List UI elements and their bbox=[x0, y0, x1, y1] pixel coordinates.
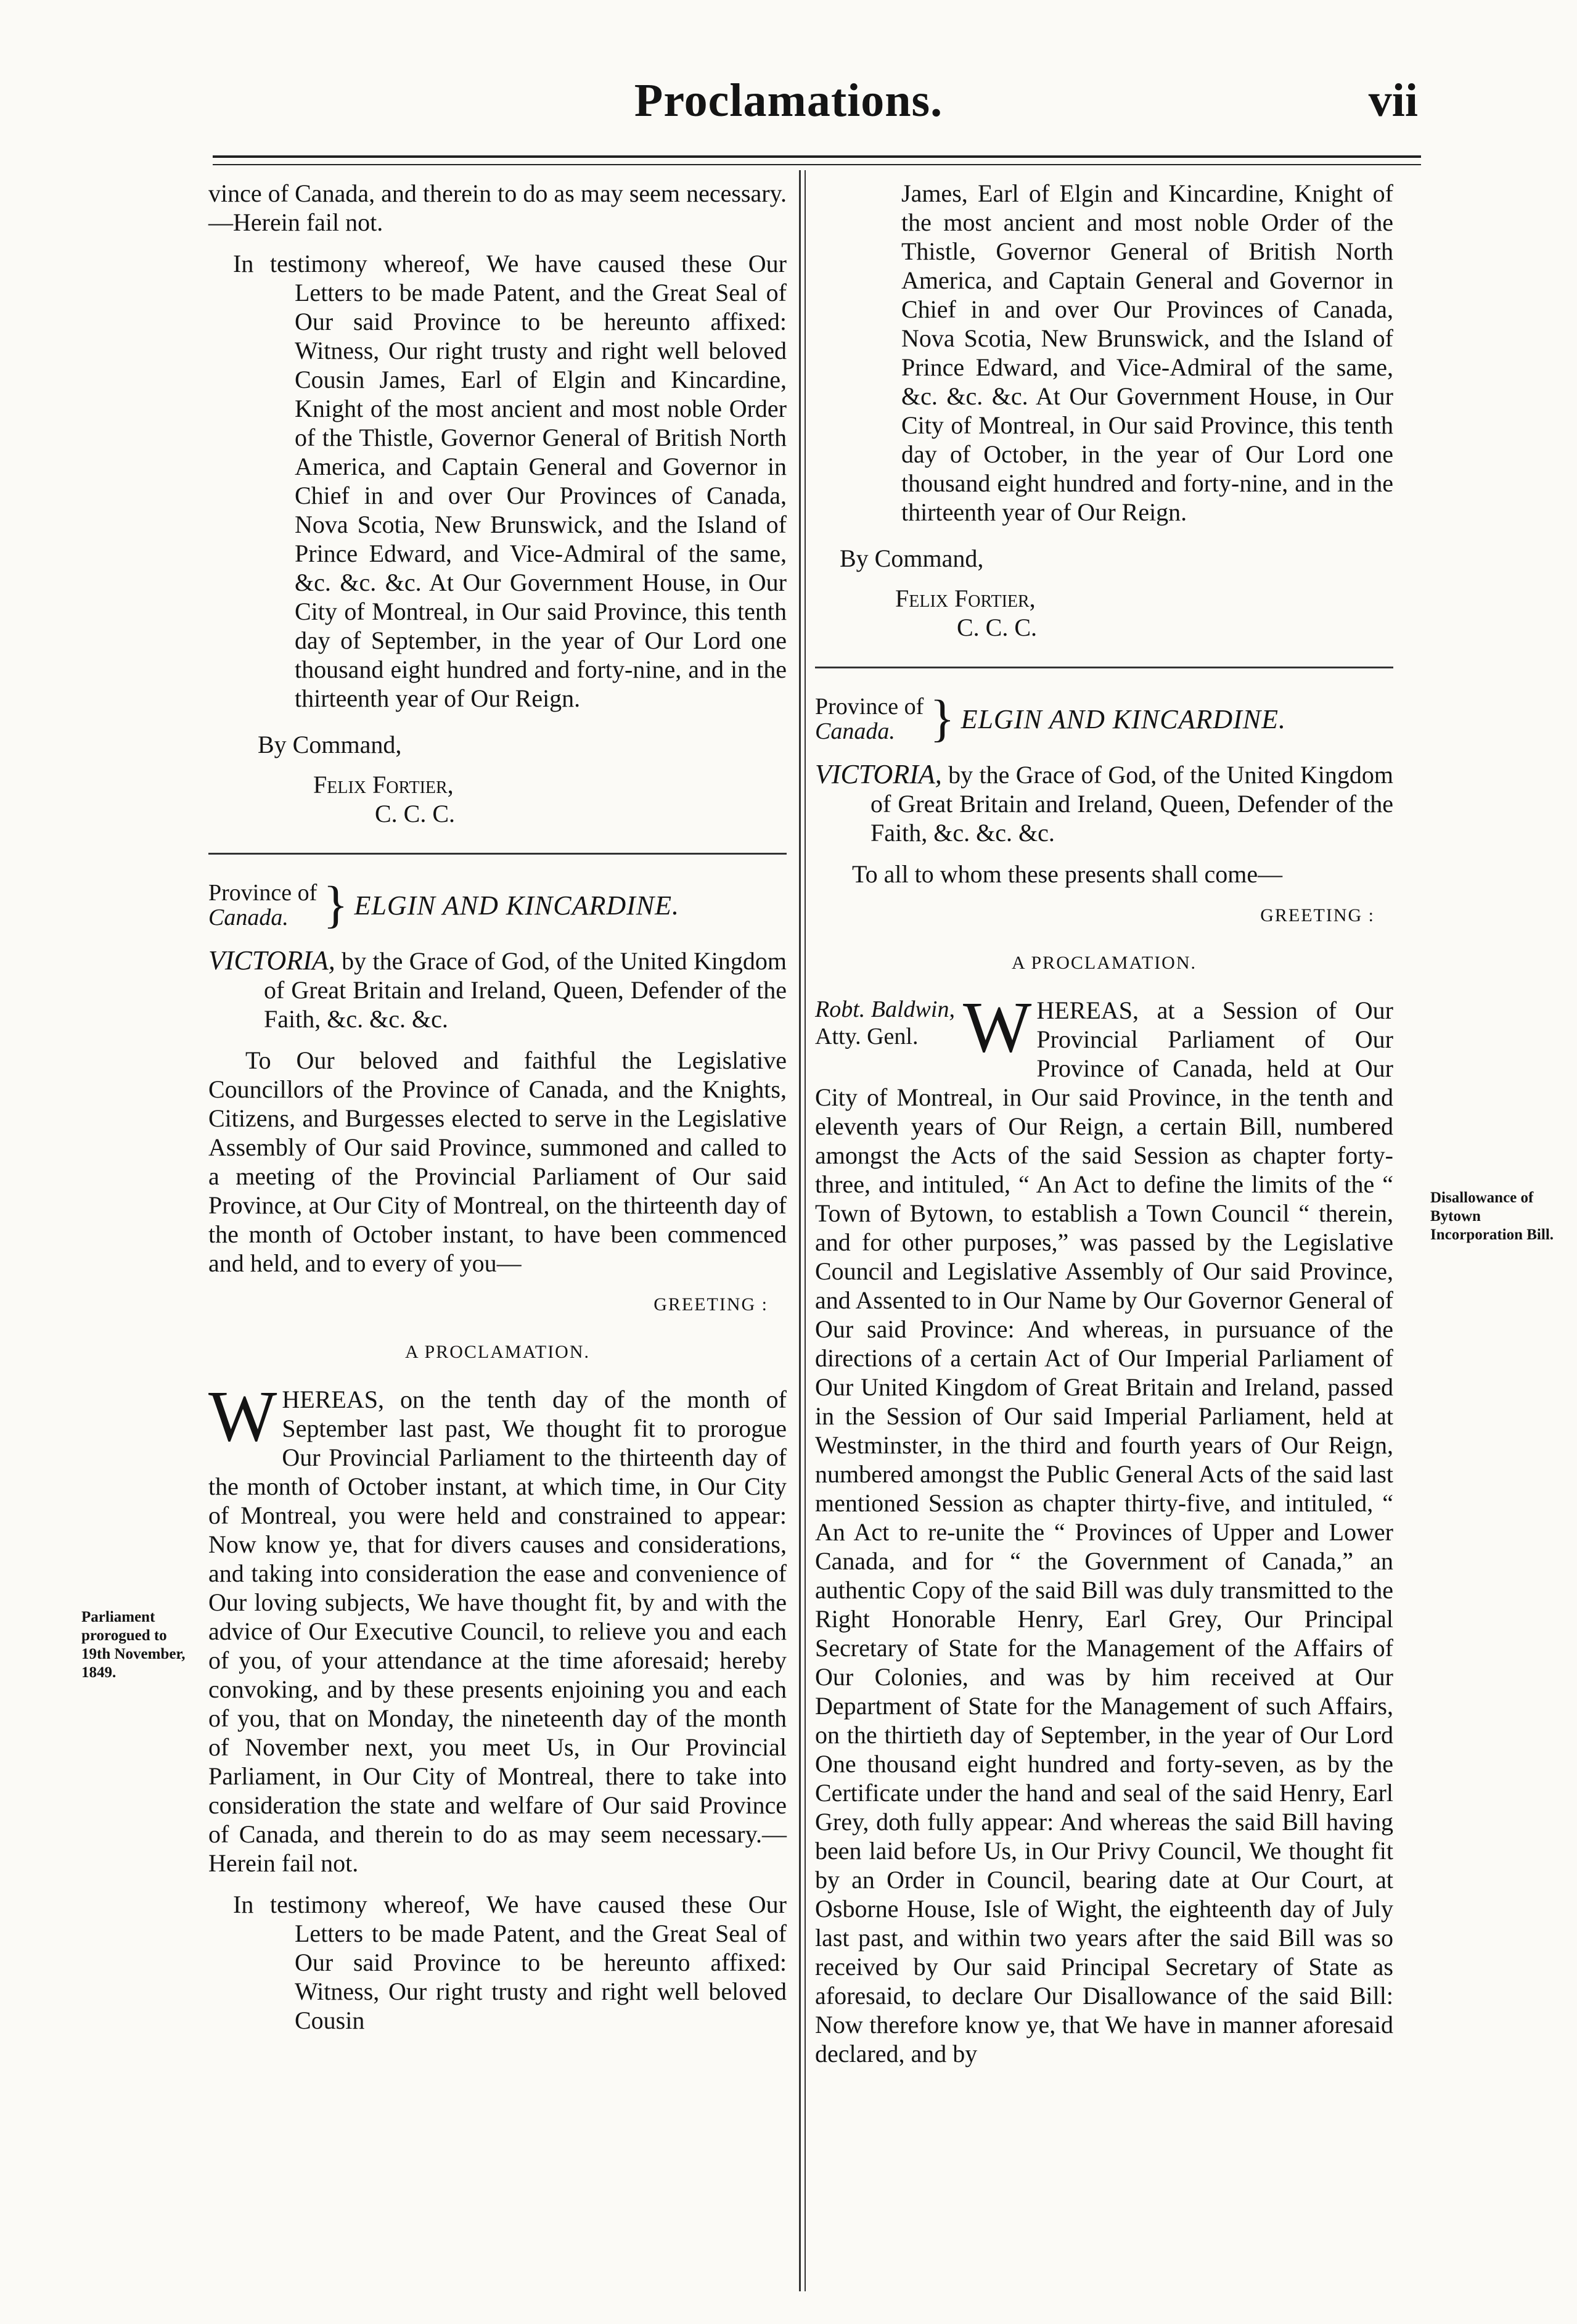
province-label-line-1: Province of bbox=[815, 694, 924, 720]
header-rule-thin bbox=[213, 164, 1421, 165]
province-label bbox=[208, 881, 317, 930]
margin-note-disallowance: Disallowance of Bytown Incorporation Bill. bbox=[1430, 1189, 1554, 1243]
whereas-paragraph bbox=[815, 987, 1393, 2068]
drop-cap: W bbox=[208, 1376, 277, 1456]
brace-glyph: } bbox=[323, 876, 348, 934]
column-divider bbox=[799, 170, 801, 2291]
page-title: Proclamations. bbox=[634, 75, 943, 126]
by-command: By Command, bbox=[840, 544, 984, 572]
royal-style bbox=[815, 760, 1393, 847]
proclamation-heading: A PROCLAMATION. bbox=[404, 1342, 591, 1362]
royal-style-text: by the Grace of God, of the United Kingdom of Great Britain and Ireland, Queen, Defender of the Faith, &c. &c. &c. bbox=[870, 761, 1394, 847]
by-command: By Command, bbox=[258, 731, 402, 758]
attorney-name: Robt. Baldwin, bbox=[815, 996, 955, 1022]
margin-note-prorogation: Parliament prorogued to 19th November, 1849. bbox=[81, 1609, 186, 1681]
province-heading bbox=[815, 690, 1393, 747]
attorney-general bbox=[815, 996, 963, 1050]
signer-name: Felix Fortier, bbox=[313, 771, 454, 799]
proclamation-heading: A PROCLAMATION. bbox=[1011, 953, 1197, 973]
testimony-paragraph: In testimony whereof, We have caused these Our Letters to be made Patent, and the Great Seal of Our said Province to be hereunto affixed: Witness, Our right trusty and right well beloved Cousin James, Earl of Elgin and Kincardine, Knight of the most ancient and most noble Order of the Thistle, Governor General of British North America, and Captain General and Governor in Chief in and over Our Provinces of Canada, Nova Scotia, New Brunswick, and the Island of Prince Edward, and Vice-Admiral of the same, &c. &c. &c. At Our Government House, in Our City of Montreal, in Our said Province, this tenth day of September, in the year of Our Lord one thousand eight hundred and forty-nine, and in the thirteenth year of Our Reign. bbox=[233, 250, 787, 712]
brace-glyph: } bbox=[930, 690, 955, 747]
whereas-text: HEREAS, on the tenth day of the month of September last past, We thought fit to prorogue Our Provincial Parliament to the thirteenth day of the month of October instant, at which time, in Our City of Montreal, you were held and constrained to appear: Now know ye, that for divers causes and considerations, and taking into consideration the ease and convenience of Our loving subjects, We have thought fit, by and with the advice of Our Executive Council, to relieve you and each of you, of your attendance at the time aforesaid; hereby convoking, and by these presents enjoining you and each of you, that on Monday, the nineteenth day of the month of November next, you meet Us, in Our Provincial Parliament, in Our City of Montreal, there to take into consideration the state and welfare of Our said Province of Canada, and therein to do as may seem necessary.—Herein fail not. bbox=[208, 1386, 787, 1877]
whereas-paragraph bbox=[208, 1376, 787, 1878]
whereas-text: HEREAS, at a Session of Our Provincial Parliament of Our Province of Canada, held at Our City of Montreal, in Our said Province, in the tenth and eleventh years of Our Reign, a certain Bill, numbered amongst the Acts of the said Session as chapter forty-three, and intituled, “ An Act to define the limits of the “ Town of Bytown, to establish a Town Council “ therein, and for other purposes,” was passed by the Legislative Council and Legislative Assembly of Our said Province, and Assented to in Our Name by Our Governor General of Our said Province: And whereas, in pursuance of the directions of a certain Act of Our Imperial Parliament of Our United Kingdom of Great Britain and Ireland, passed in the Session of Our said Imperial Parliament, held at Westminster, in the third and fourth years of Our Reign, numbered amongst the Public General Acts of the said last mentioned Session as chapter thirty-five, and intituled, “ An Act to re-unite the “ Provinces of Upper and Lower Canada, and for “ the Government of Canada,” an authentic Copy of the said Bill was duly transmitted to the Right Honorable Henry, Earl Grey, Our Principal Secretary of State for the Management of the Affairs of Our Colonies, and was by him received at Our Department of State for the Management of such Affairs, on the thirtieth day of September, in the year of Our Lord One thousand eight hundred and forty-seven, as by the Certificate under the hand and seal of the said Henry, Earl Grey, doth fully appear: And whereas the said Bill having been laid before Us, in Our Privy Council, We thought fit by an Order in Council, bearing date at Our Court, at Osborne House, Isle of Wight, the eighteenth day of July last past, and within two years after the said Bill was so received by Our said Principal Secretary of State as aforesaid, to declare Our Disallowance of the said Bill: Now therefore know ye, that We have in manner aforesaid declared, and by bbox=[815, 996, 1393, 2067]
signature-block bbox=[840, 544, 1393, 642]
section-divider bbox=[815, 667, 1393, 668]
deputy-name: ELGIN AND KINCARDINE. bbox=[961, 704, 1286, 734]
address-paragraph: To Our beloved and faithful the Legislative Councillors of the Province of Canada, and the Knights, Citizens, and Burgesses elected to serve in the Legislative Assembly of Our said Province, summoned and called to a meeting of the Provincial Parliament of Our said Province, at Our City of Montreal, on the thirteenth day of the month of October instant, to have been commenced and held, and to every of you— bbox=[208, 1046, 787, 1277]
greeting: GREETING : bbox=[1260, 905, 1375, 926]
header-rule bbox=[213, 155, 1421, 158]
to-all-line: To all to whom these presents shall come— bbox=[852, 860, 1283, 888]
signer-title: C. C. C. bbox=[375, 800, 456, 827]
royal-style-text: by the Grace of God, of the United Kingdom of Great Britain and Ireland, Queen, Defender of the Faith, &c. &c. &c. bbox=[264, 947, 787, 1033]
victoria-name: VICTORIA, bbox=[208, 945, 335, 975]
signature-block bbox=[258, 730, 787, 828]
province-label bbox=[815, 694, 924, 744]
deputy-name: ELGIN AND KINCARDINE. bbox=[354, 890, 679, 921]
drop-cap: W bbox=[963, 987, 1032, 1067]
attorney-title: Atty. Genl. bbox=[815, 1024, 919, 1049]
testimony-paragraph-2: In testimony whereof, We have caused these Our Letters to be made Patent, and the Great Seal of Our said Province to be hereunto affixed: Witness, Our right trusty and right well beloved Cousin bbox=[233, 1891, 787, 2034]
column-divider-secondary bbox=[805, 170, 806, 2291]
page-header bbox=[0, 0, 1577, 142]
province-label-line-1: Province of bbox=[208, 880, 317, 906]
greeting: GREETING : bbox=[653, 1294, 768, 1315]
continuation-text: vince of Canada, and therein to do as may seem necessary.—Herein fail not. bbox=[208, 179, 787, 236]
province-heading bbox=[208, 876, 787, 934]
royal-style bbox=[208, 946, 787, 1033]
victoria-name: VICTORIA, bbox=[815, 759, 942, 789]
continuation-text: James, Earl of Elgin and Kincardine, Knight of the most ancient and most noble Order of the Thistle, Governor General of British North America, and Captain General and Governor in Chief in and over Our Provinces of Canada, Nova Scotia, New Brunswick, and the Island of Prince Edward, and Vice-Admiral of the same, &c. &c. &c. At Our Government House, in Our City of Montreal, in Our said Province, this tenth day of October, in the year of Our Lord one thousand eight hundred and forty-nine, and in the thirteenth year of Our Reign. bbox=[901, 179, 1393, 526]
province-label-line-2: Canada. bbox=[815, 718, 895, 744]
signer-title: C. C. C. bbox=[957, 614, 1038, 641]
page-number: vii bbox=[1368, 75, 1418, 126]
signer-name: Felix Fortier, bbox=[895, 585, 1036, 612]
province-label-line-2: Canada. bbox=[208, 905, 289, 930]
section-divider bbox=[208, 853, 787, 855]
right-column bbox=[815, 179, 1393, 2068]
left-column bbox=[208, 179, 787, 2047]
